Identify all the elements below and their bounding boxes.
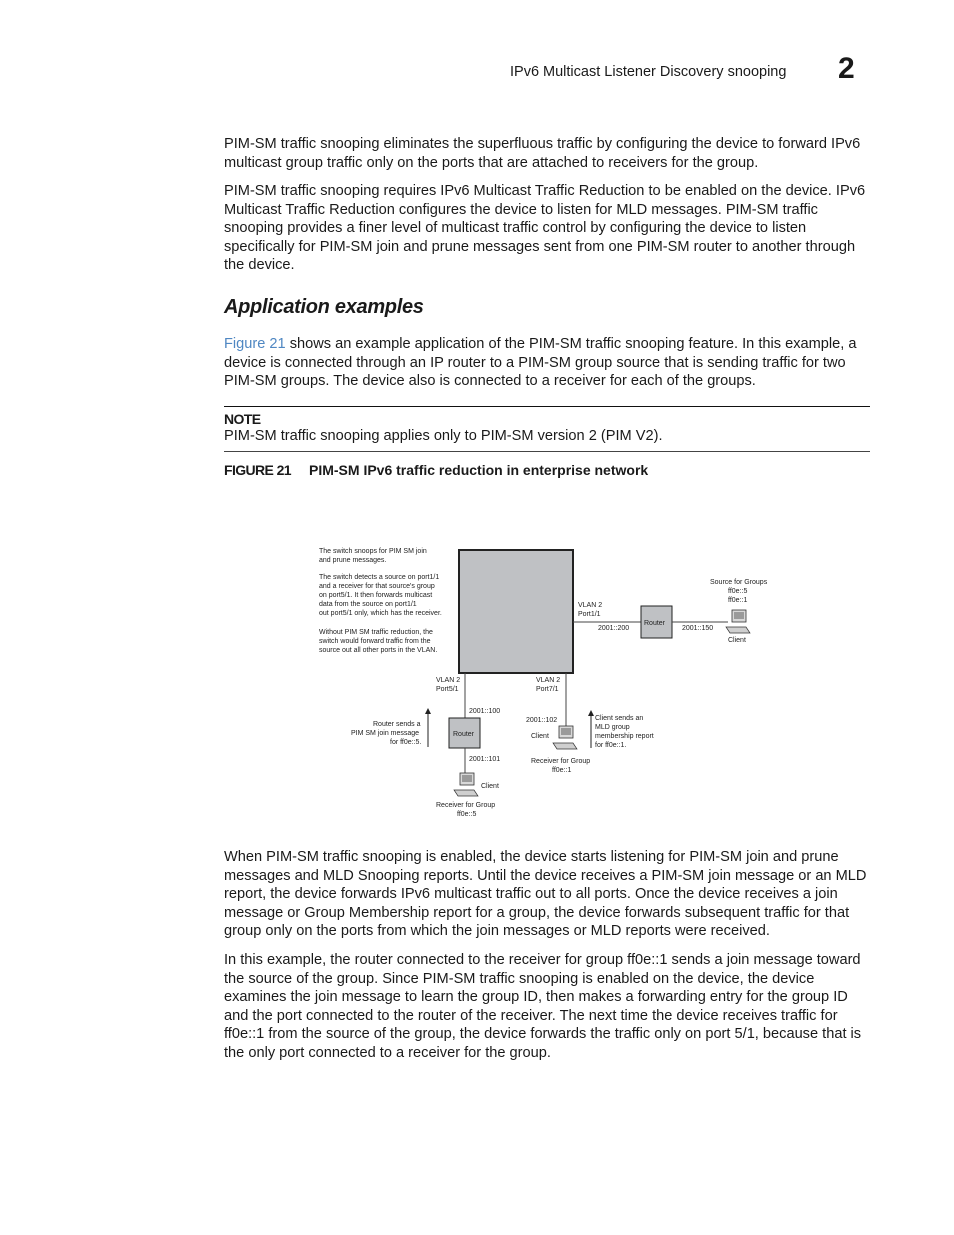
router-left-label: Router [453,731,475,738]
computer-icon [454,773,478,796]
router-sends-label: PIM SM join message [351,730,420,737]
vlan-port11-label: VLAN 2 [578,602,603,609]
paragraph-5: In this example, the router connected to the receiver for group ff0e::1 sends a join message toward the source of the group. Since PIM-SM traffic snooping is enabled on the device, the device examines the join message to learn the group ID, then makes a forwarding entry for the group ID and the port connected to the router of the receiver. The next time the device receives traffic for ff0e::1 from the source of the group, the device forwards the traffic only on port 5/1, because that is the only port connected to a receiver for the group. [224,952,862,1061]
network-diagram [300,530,780,830]
desc-line: and prune messages. [319,557,387,564]
computer-icon [553,726,577,749]
arrow-head-icon [425,708,431,714]
note-block [224,406,870,452]
client-sends-label: Client sends an [595,715,644,722]
figure-caption: PIM-SM IPv6 traffic reduction in enterprise network [309,462,649,478]
paragraph-3 [224,335,872,391]
switch-box [459,550,573,673]
client-bottom-label: Client [481,783,499,790]
desc-line: data from the source on port1/1 [319,601,417,608]
vlan-port71-label: Port7/1 [536,686,559,693]
receiver-ff0e5-label: Receiver for Group [436,802,496,809]
source-groups-label: Source for Groups [710,579,768,586]
router-right-label: Router [644,620,666,627]
desc-line: and a receiver for that source's group [319,583,435,590]
paragraph-1: PIM-SM traffic snooping eliminates the superfluous traffic by configuring the device to forward IPv6 multicast group traffic only on the ports that are attached to receivers for the group. [224,136,861,171]
desc-line: switch would forward traffic from the [319,638,431,645]
vlan-port51-label: Port5/1 [436,686,459,693]
note-label: NOTE [224,411,261,427]
running-header-title: IPv6 Multicast Listener Discovery snooping [510,64,787,80]
client-sends-label: for ff0e::1. [595,742,627,749]
client-right-label: Client [728,637,746,644]
addr-2001-100: 2001::100 [469,708,501,715]
client-sends-label: MLD group [595,724,630,731]
source-groups-label: ff0e::1 [728,597,748,604]
addr-2001-200: 2001::200 [598,625,630,632]
addr-2001-101: 2001::101 [469,756,501,763]
arrow-head-icon [588,710,594,716]
computer-icon [726,610,750,633]
desc-line: source out all other ports in the VLAN. [319,647,438,654]
client-mid-label: Client [531,733,549,740]
vlan-port11-label: Port1/1 [578,611,601,618]
desc-line: out port5/1 only, which has the receiver. [319,610,442,617]
figure-21-link[interactable]: Figure 21 [224,336,286,352]
figure-label: FIGURE 21 [224,462,291,478]
note-text: PIM-SM traffic snooping applies only to PIM-SM version 2 (PIM V2). [224,428,663,444]
desc-line: The switch snoops for PIM SM join [319,548,427,555]
paragraph-3-text: shows an example application of the PIM-SM traffic snooping feature. In this example, a device is connected through an IP router to a PIM-SM group source that is sending traffic for two PIM-SM groups. The device also is connected to a receiver for each of the groups. [224,336,857,390]
section-heading: Application examples [224,296,424,318]
desc-line: Without PIM SM traffic reduction, the [319,629,433,636]
receiver-ff0e5-label: ff0e::5 [457,811,477,818]
receiver-ff0e1-label: ff0e::1 [552,767,572,774]
chapter-number: 2 [838,52,855,85]
vlan-port71-label: VLAN 2 [536,677,561,684]
vlan-port51-label: VLAN 2 [436,677,461,684]
paragraph-4: When PIM-SM traffic snooping is enabled, the device starts listening for PIM-SM join and prune messages and MLD Snooping reports. Until the device receives a PIM-SM join message or an MLD report, the device forwards IPv6 multicast traffic out to all ports. Once the device receives a join message or Group Membership report for a group, the device forwards subsequent traffic for that group only on the ports from which the join messages or MLD reports were received. [224,849,867,940]
desc-line: The switch detects a source on port1/1 [319,574,440,581]
addr-2001-150: 2001::150 [682,625,714,632]
desc-line: on port5/1. It then forwards multicast [319,592,433,599]
router-sends-label: for ff0e::5. [390,739,422,746]
addr-2001-102: 2001::102 [526,717,558,724]
source-groups-label: ff0e::5 [728,588,748,595]
router-sends-label: Router sends a [373,721,421,728]
client-sends-label: membership report [595,733,654,740]
paragraph-2: PIM-SM traffic snooping requires IPv6 Multicast Traffic Reduction to be enabled on the device. IPv6 Multicast Traffic Reduction configures the device to listen for MLD messages. PIM-SM traffic snooping provides a finer level of multicast traffic control by configuring the device to listen specifically for PIM-SM join and prune messages sent from one PIM-SM router to another through the device. [224,183,866,274]
receiver-ff0e1-label: Receiver for Group [531,758,591,765]
